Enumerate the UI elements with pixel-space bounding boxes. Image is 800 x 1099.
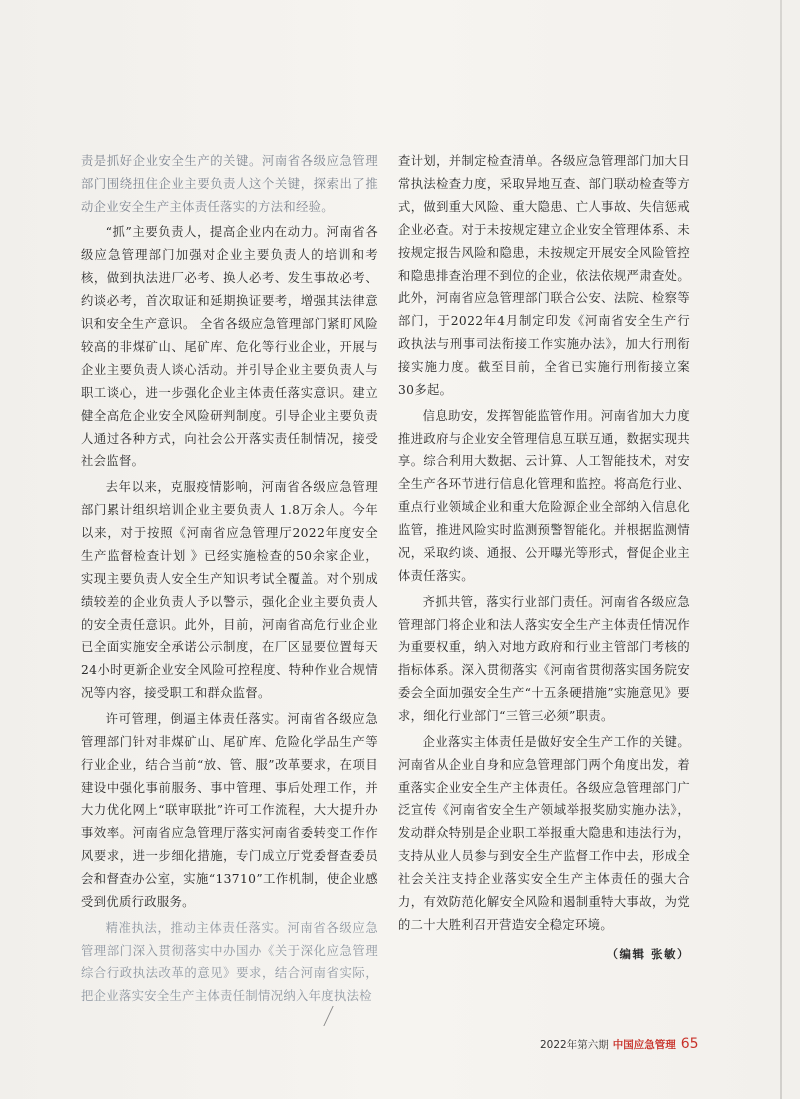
left-text-column xyxy=(81,150,378,1008)
issue-label: 2022年第六期 xyxy=(540,1039,609,1051)
paragraph-continuation: 责是抓好企业安全生产的关键。河南省各级应急管理部门围绕扭住企业主要负责人这个关键，探索出了推动企业安全生产主体责任落实的方法和经验。 xyxy=(81,154,378,214)
pen-scratch-mark xyxy=(323,1006,345,1026)
page-number: 65 xyxy=(680,1036,699,1052)
page-footer xyxy=(540,1036,699,1058)
paragraph-joint-management: 齐抓共管，落实行业部门责任。河南省各级应急管理部门将企业和法人落实安全生产主体责任情况作为重要权重，纳入对地方政府和行业主管部门考核的指标体系。深入贯彻落实《河南省贯彻落实国务院安委会全面加强安全生产“十五条硬措施”实施意见》要求，细化行业部门“三管三必须”职责。 xyxy=(398,594,690,724)
paragraph-licensing: 许可管理，倒逼主体责任落实。河南省各级应急管理部门针对非煤矿山、尾矿库、危险化学品生产等行业企业，结合当前“放、管、服”改革要求，在项目建设中强化事前服务、事中管理、事后处理工作，并大力优化网上“联审联批”许可工作流程，大大提升办事效率。河南省应急管理厅落实河南省委转变工作作风要求，进一步细化措施，专门成立厅党委督查委员会和督查办公室，实施“13710”工作机制，使企业感受到优质行政服务。 xyxy=(81,711,378,910)
paragraph-principal: “抓”主要负责人，提高企业内在动力。河南省各级应急管理部门加强对企业主要负责人的培训和考核，做到执法进厂必考、换人必考、发生事故必考、约谈必考，首次取证和延期换证要考，增强其法律意识和安全生产意识。 全省各级应急管理部门紧盯风险较高的非煤矿山、尾矿库、危化等行业企业，开展与企业主要负责人谈心活动。并引导企业主要负责人与职工谈心，进一步强化企业主体责任落实意识。建立健全高危企业安全风险研判制度。引导企业主要负责人通过各种方式，向社会公开落实责任制情况，接受社会监督。 xyxy=(81,225,378,469)
editor-credit: （编辑 张敏） xyxy=(606,946,690,961)
paragraph-information: 信息助安，发挥智能监管作用。河南省加大力度推进政府与企业安全管理信息互联互通，数据实现共享。综合利用大数据、云计算、人工智能技术，对安全生产各环节进行信息化管理和监控。将高危行业、重点行业领域企业和重大危险源企业全部纳入信息化监管，推进风险实时监测预警智能化。并根据监测情况，采取约谈、通报、公开曝光等形式，督促企业主体责任落实。 xyxy=(398,408,690,583)
paragraph-inspection: 查计划，并制定检查清单。各级应急管理部门加大日常执法检查力度，采取异地互查、部门联动检查等方式，做到重大风险、重大隐患、亡人事故、失信惩戒企业必查。对于未按规定建立企业安全管理体系、未按规定报告风险和隐患，未按规定开展安全风险管控和隐患排查治理不到位的企业，依法依规严肃查处。此外，河南省应急管理部门联合公安、法院、检察等部门，于2022年4月制定印发《河南省安全生产行政执法与刑事司法衔接工作实施办法》，加大行刑衔接实施力度。截至目前，全省已实施行刑衔接立案30多起。 xyxy=(398,154,690,398)
paragraph-conclusion: 企业落实主体责任是做好安全生产工作的关键。河南省从企业自身和应急管理部门两个角度出发，着重落实企业安全生产主体责任。各级应急管理部门广泛宣传《河南省安全生产领域举报奖励实施办法》，发动群众特别是企业职工举报重大隐患和违法行为，支持从业人员参与到安全生产监督工作中去，形成全社会关注支持企业落实安全生产主体责任的强大合力，有效防范化解安全风险和遏制重特大事故，为党的二十大胜利召开营造安全稳定环境。 xyxy=(398,734,690,932)
page-edge-shadow xyxy=(780,0,782,1099)
paragraph-enforcement: 精准执法，推动主体责任落实。河南省各级应急管理部门深入贯彻落实中办国办《关于深化应急管理综合行政执法改革的意见》要求，结合河南省实际，把企业落实安全生产主体责任制情况纳入年度执法检 xyxy=(81,920,378,1004)
right-text-column xyxy=(398,150,690,966)
paragraph-training: 去年以来，克服疫情影响，河南省各级应急管理部门累计组织培训企业主要负责人 1.8万余人。今年以来，对于按照《河南省应急管理厅2022年度安全生产监督检查计划 》已经实施检查的50余家企业，实现主要负责人安全生产知识考试全覆盖。对个别成绩较差的企业负责人予以警示，强化企业主要负责人的安全责任意识。此外，目前，河南省高危行业企业已全面实施安全承诺公示制度，在厂区显要位置每天24小时更新企业安全风险可控程度、特种作业合规情况等内容，接受职工和群众监督。 xyxy=(81,480,378,701)
magazine-name: 中国应急管理 xyxy=(612,1039,676,1051)
